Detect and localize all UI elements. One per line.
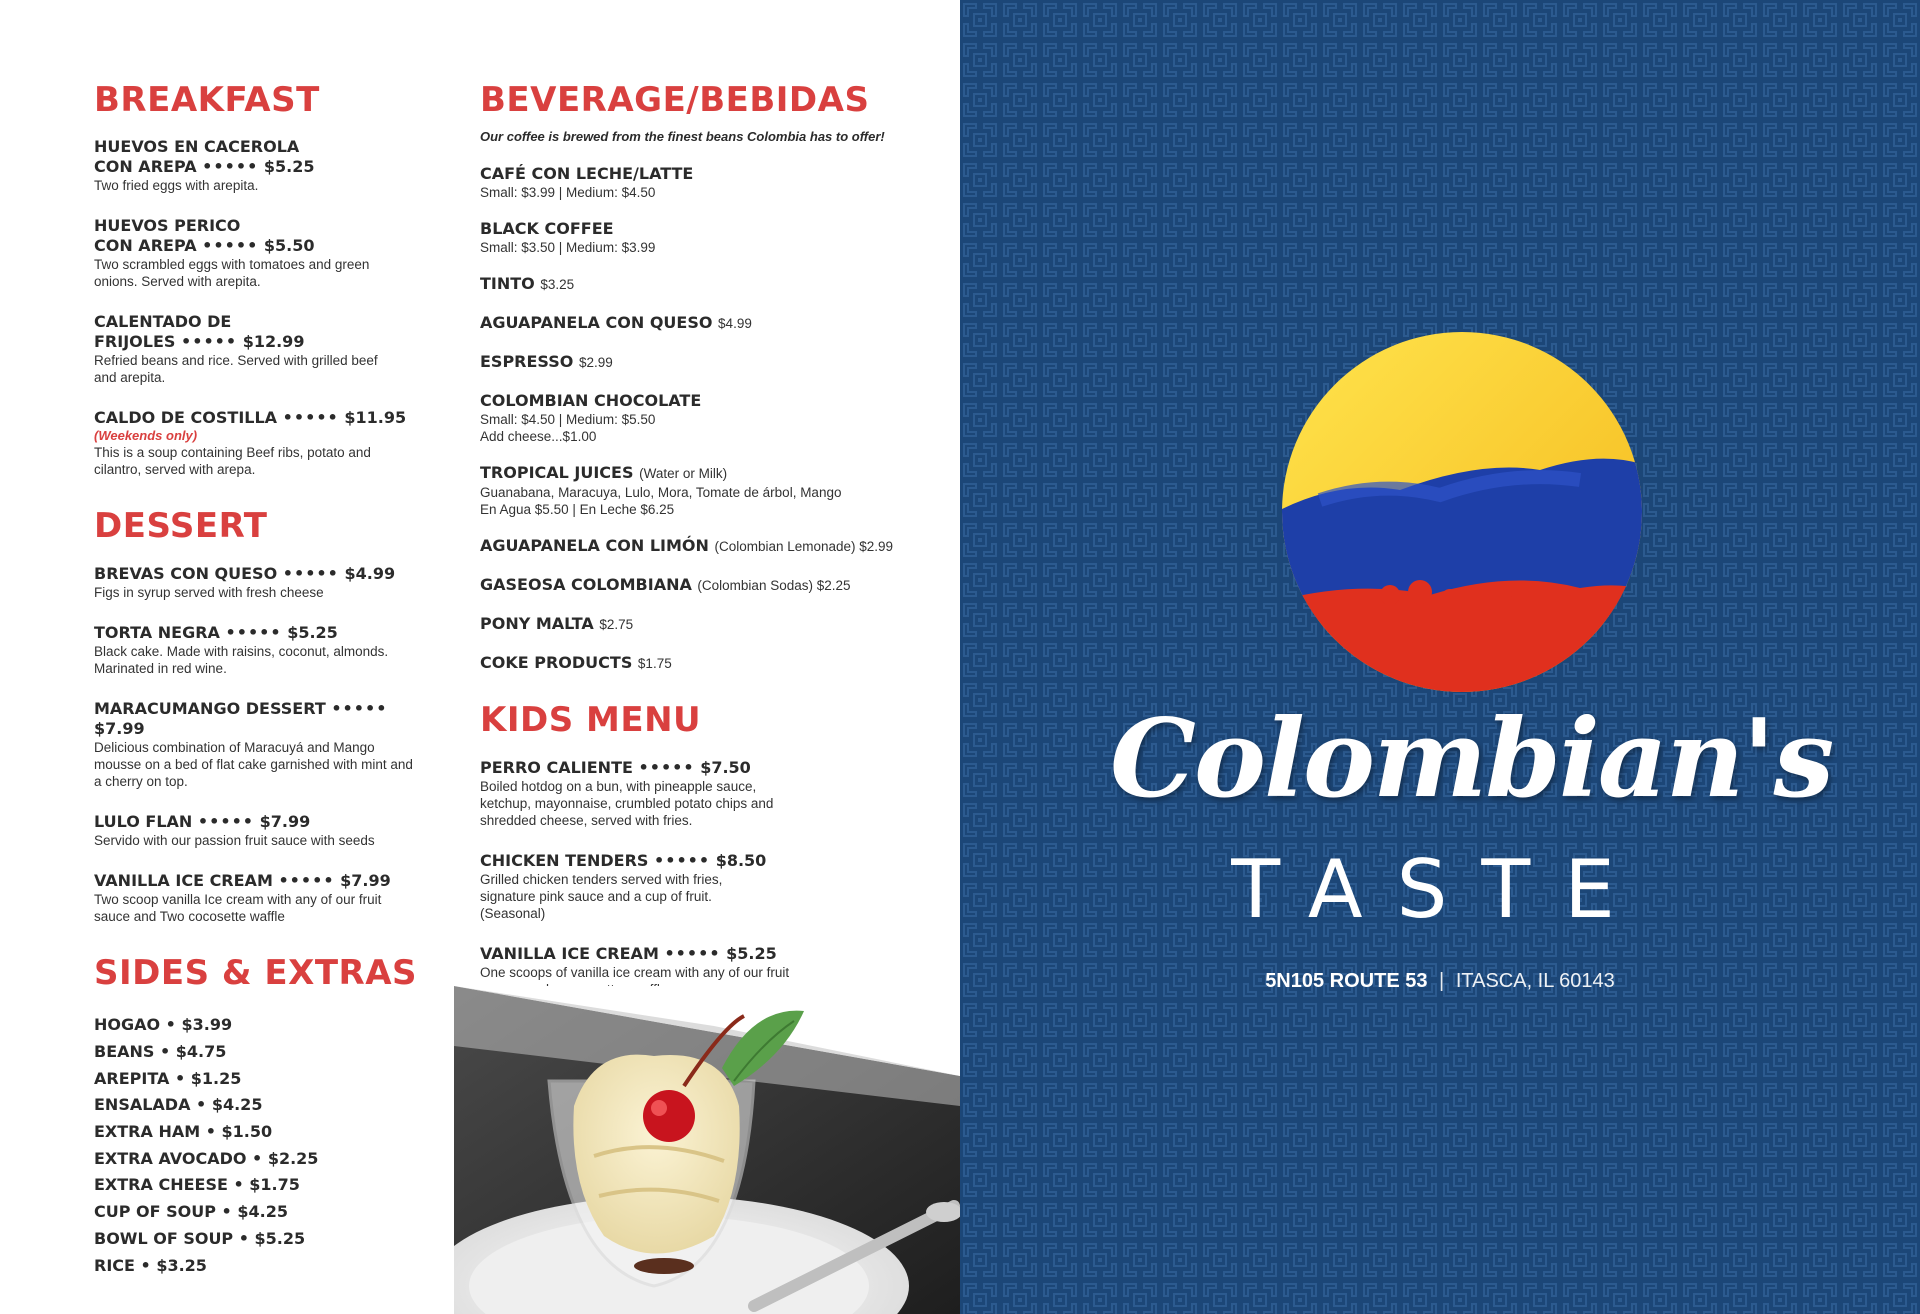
item-price: $11.95 [344, 408, 407, 428]
side-item: BOWL OF SOUP • $5.25 [94, 1228, 306, 1248]
item-price: $3.25 [540, 277, 575, 293]
item-name: CALDO DE COSTILLA [94, 408, 278, 428]
leader-dots: ••••• [180, 332, 238, 352]
menu-item [94, 564, 434, 601]
coffee-tagline: Our coffee is brewed from the finest beans Colombia has to offer! [480, 129, 885, 145]
item-price: $7.99 [259, 811, 311, 831]
beverage-item [480, 536, 920, 557]
item-description: Two scoop vanilla Ice cream with any of our fruit sauce and Two cocosette waffle [94, 891, 382, 924]
item-description: Figs in syrup served with fresh cheese [94, 584, 324, 600]
item-price: $7.50 [700, 757, 751, 777]
item-price: (Colombian Sodas) $2.25 [697, 578, 851, 594]
item-price: $5.25 [287, 622, 338, 642]
menu-item [480, 851, 920, 922]
beverage-item [480, 391, 920, 445]
item-name-line2: FRIJOLES [94, 332, 176, 352]
item-description-extra: En Agua $5.50 | En Leche $6.25 [480, 502, 675, 518]
beverage-item [480, 164, 920, 201]
leader-dots: ••••• [225, 622, 282, 642]
item-price: $7.99 [94, 718, 145, 738]
leader-dots: ••••• [282, 408, 339, 428]
item-name: CAFÉ CON LECHE/LATTE [480, 164, 694, 184]
menu-item [94, 871, 434, 925]
dessert-title: DESSERT [94, 506, 268, 547]
side-item: HOGAO • $3.99 [94, 1015, 233, 1035]
menu-item [94, 812, 434, 849]
item-description: Delicious combination of Maracuyá and Mango mousse on a bed of flat cake garnished with mint and a cherry on top. [94, 739, 413, 789]
dessert-section [94, 508, 434, 924]
colombian-flag-sun-logo [1280, 330, 1645, 695]
item-name: HUEVOS EN CACEROLA [94, 137, 300, 157]
item-price: $7.99 [340, 870, 391, 890]
item-name: CALENTADO DE [94, 312, 232, 332]
item-name: PONY MALTA [480, 614, 594, 634]
item-price: $5.25 [263, 157, 315, 177]
beverage-item [480, 274, 920, 295]
side-item: RICE • $3.25 [94, 1255, 207, 1275]
leader-dots: ••••• [202, 236, 259, 256]
item-qualifier: (Water or Milk) [639, 466, 728, 482]
item-name: MARACUMANGO DESSERT [94, 698, 326, 718]
beverage-item [480, 313, 920, 334]
item-name: AGUAPANELA CON QUESO [480, 313, 713, 333]
side-item: ENSALADA • $4.25 [94, 1095, 263, 1115]
item-name-line2: CON AREPA [94, 157, 197, 177]
item-name: LULO FLAN [94, 811, 193, 831]
item-price: $4.99 [718, 316, 752, 332]
item-note: (Weekends only) [94, 428, 198, 444]
side-item: EXTRA HAM • $1.50 [94, 1121, 273, 1141]
item-description: Refried beans and rice. Served with grilled beef and arepita. [94, 353, 378, 386]
side-item: EXTRA AVOCADO • $2.25 [94, 1148, 319, 1168]
beverage-section [480, 82, 920, 674]
leader-dots: ••••• [282, 563, 339, 583]
ice-cream-dessert-photo [454, 986, 960, 1314]
kids-menu-section [480, 702, 920, 997]
breakfast-section [94, 82, 434, 478]
menu-item [94, 137, 434, 194]
item-name: BREVAS CON QUESO [94, 563, 278, 583]
item-name: VANILLA ICE CREAM [480, 943, 659, 963]
menu-item [480, 758, 920, 829]
item-name: PERRO CALIENTE [480, 757, 633, 777]
menu-column-middle [480, 82, 920, 1020]
item-price: $12.99 [242, 332, 305, 352]
item-description: This is a soup containing Beef ribs, potato and cilantro, served with arepa. [94, 445, 371, 478]
beverage-item [480, 575, 920, 596]
item-price: $8.50 [715, 850, 767, 870]
leader-dots: ••••• [197, 811, 255, 831]
brand-taste-wordmark: TASTE [1231, 843, 1649, 936]
side-item: EXTRA CHEESE • $1.75 [94, 1175, 300, 1195]
item-name: TROPICAL JUICES [480, 463, 634, 483]
address-line [1140, 970, 1740, 993]
beverage-item [480, 463, 920, 518]
brand-script-name: Colombian's [1110, 696, 1833, 822]
item-description-extra: Add cheese...$1.00 [480, 429, 597, 445]
side-item: CUP OF SOUP • $4.25 [94, 1202, 288, 1222]
item-price: $1.75 [637, 656, 672, 672]
address-separator: | [1439, 970, 1445, 992]
side-item: BEANS • $4.75 [94, 1041, 227, 1061]
address-city: ITASCA, IL 60143 [1455, 970, 1615, 992]
item-description: One scoops of vanilla ice cream with any of our fruit [480, 964, 790, 980]
item-price: (Colombian Lemonade) $2.99 [714, 539, 894, 555]
leader-dots: ••••• [653, 850, 711, 870]
beverage-item [480, 614, 920, 635]
item-name: CHICKEN TENDERS [480, 850, 649, 870]
menu-column-left [94, 82, 434, 1279]
sides-section [94, 952, 434, 1279]
item-description: Guanabana, Maracuya, Lulo, Mora, Tomate de árbol, Mango [480, 485, 842, 501]
ice-cream-photo-graphic [454, 986, 960, 1314]
brand-cover-panel [960, 0, 1920, 1314]
item-name: BLACK COFFEE [480, 219, 614, 239]
item-price: $4.99 [344, 563, 396, 583]
address-street: 5N105 ROUTE 53 [1265, 970, 1428, 992]
item-price: $2.99 [578, 355, 613, 371]
beverage-item [480, 219, 920, 256]
breakfast-title: BREAKFAST [94, 80, 320, 120]
item-name: VANILLA ICE CREAM [94, 870, 273, 890]
beverage-item [480, 653, 920, 674]
item-price: $5.50 [263, 236, 315, 256]
item-description: Servido with our passion fruit sauce with seeds [94, 832, 375, 848]
kids-title: KIDS MENU [480, 700, 702, 741]
item-name-line2: CON AREPA [94, 236, 197, 256]
item-name: HUEVOS PERICO [94, 216, 241, 236]
item-name: TORTA NEGRA [94, 622, 220, 642]
item-name: AGUAPANELA CON LIMÓN [480, 536, 709, 556]
item-description: Black cake. Made with raisins, coconut, almonds. Marinated in red wine. [94, 643, 389, 676]
item-name: TINTO [480, 274, 535, 294]
menu-item [94, 699, 434, 790]
item-price: $2.75 [599, 617, 634, 633]
item-description: Two scrambled eggs with tomatoes and green onions. Served with arepita. [94, 257, 370, 290]
menu-item [94, 216, 434, 290]
item-name: ESPRESSO [480, 352, 574, 372]
side-item: AREPITA • $1.25 [94, 1068, 242, 1088]
sides-title: SIDES & EXTRAS [94, 952, 418, 993]
brand-block [960, 0, 1920, 1314]
item-name: COKE PRODUCTS [480, 653, 633, 673]
item-description: Small: $3.50 | Medium: $3.99 [480, 240, 656, 256]
menu-item [94, 408, 434, 478]
beverage-title: BEVERAGE/BEBIDAS [480, 80, 870, 120]
leader-dots: ••••• [664, 943, 721, 963]
leader-dots: ••••• [331, 698, 388, 718]
beverage-item [480, 352, 920, 373]
item-name: COLOMBIAN CHOCOLATE [480, 391, 702, 411]
leader-dots: ••••• [638, 757, 695, 777]
item-description: Two fried eggs with arepita. [94, 178, 259, 194]
item-description: Small: $3.99 | Medium: $4.50 [480, 185, 656, 201]
leader-dots: ••••• [278, 870, 335, 890]
item-price: $5.25 [726, 943, 777, 963]
item-description: Boiled hotdog on a bun, with pineapple sauce, ketchup, mayonnaise, crumbled potato chips and shredded cheese, served with fries. [480, 778, 774, 828]
menu-item [94, 623, 434, 677]
menu-item [94, 312, 434, 386]
item-description: Grilled chicken tenders served with fries, signature pink sauce and a cup of fruit. (Seasonal) [480, 871, 723, 921]
item-name: GASEOSA COLOMBIANA [480, 575, 692, 595]
leader-dots: ••••• [202, 157, 259, 177]
item-description: Small: $4.50 | Medium: $5.50 [480, 412, 656, 428]
